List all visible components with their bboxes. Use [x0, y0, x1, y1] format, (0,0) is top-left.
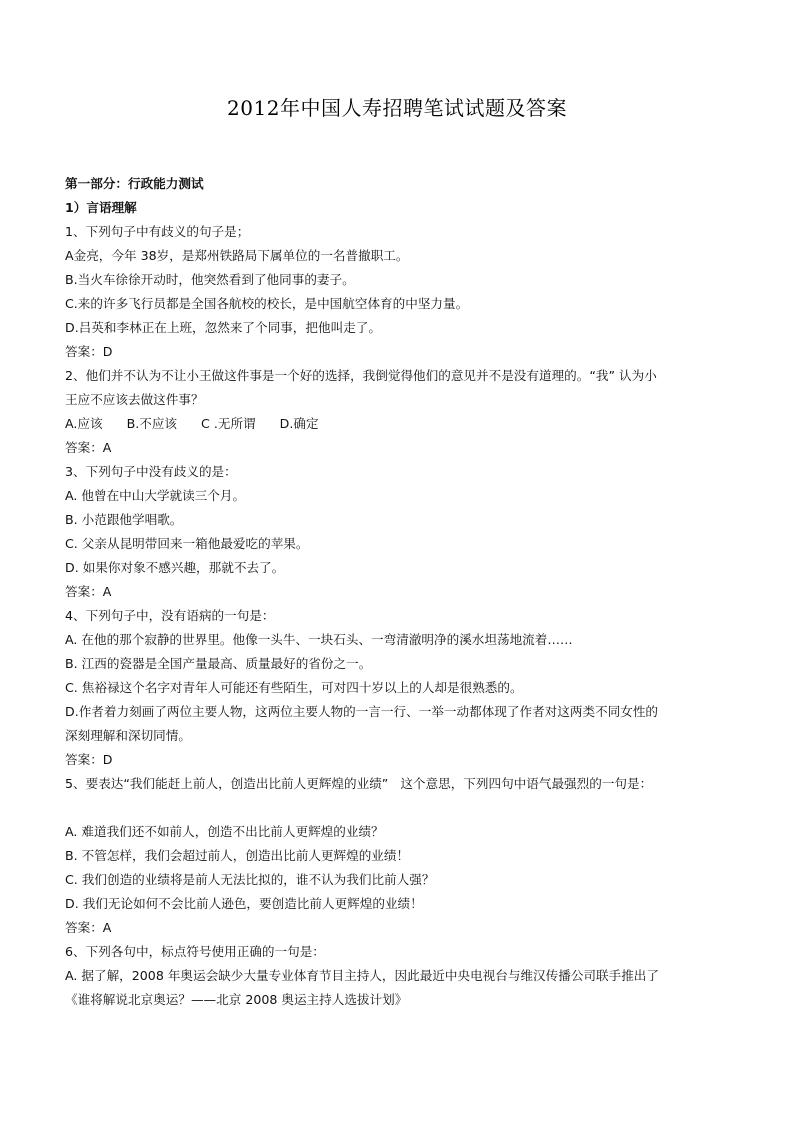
- text-line: B.当火车徐徐开动时，他突然看到了他同事的妻子。: [65, 272, 355, 287]
- text-line: A. 他曾在中山大学就读三个月。: [65, 488, 246, 503]
- text-line: 答案：D: [65, 752, 113, 767]
- text-line: B. 江西的瓷器是全国产量最高、质量最好的省份之一。: [65, 656, 372, 671]
- text-line: C. 我们创造的业绩将是前人无法比拟的，谁不认为我们比前人强？: [65, 872, 435, 887]
- text-line: A金亮，今年 38岁，是郑州铁路局下属单位的一名普撤职工。: [65, 248, 409, 263]
- text-line: D.作者着力刻画了两位主要人物，这两位主要人物的一言一行、一举一动都体现了作者对这两类不同女性的: [65, 704, 659, 719]
- text-line: 答案：A: [65, 440, 112, 455]
- text-line: A. 在他的那个寂静的世界里。他像一头牛、一块石头、一弯清澈明净的溪水坦荡地流着……: [65, 632, 573, 647]
- text-line: C.来的许多飞行员都是全国各航校的校长，是中国航空体育的中坚力量。: [65, 296, 469, 311]
- text-line: 2、他们并不认为不让小王做这件事是一个好的选择，我倒觉得他们的意见并不是没有道理的。“我” 认为小: [65, 368, 657, 383]
- text-line: A. 据了解，2008 年奥运会缺少大量专业体育节目主持人，因此最近中央电视台与维汉传播公司联手推出了: [65, 968, 659, 983]
- text-line: 深刻理解和深切同情。: [65, 728, 191, 743]
- document-body: [65, 172, 735, 1012]
- text-line: 《谁将解说北京奥运？——北京 2008 奥运主持人选拔计划》: [65, 992, 408, 1007]
- text-line: C. 父亲从昆明带回来一箱他最爱吃的苹果。: [65, 536, 309, 551]
- text-line: D. 我们无论如何不会比前人逊色，要创造比前人更辉煌的业绩！: [65, 896, 423, 911]
- section-heading: 1）言语理解: [65, 200, 137, 215]
- text-line: A. 难道我们还不如前人，创造不出比前人更辉煌的业绩？: [65, 824, 384, 839]
- text-line: A.应该 B.不应该 C .无所谓 D.确定: [65, 416, 319, 431]
- text-line: 答案：A: [65, 920, 112, 935]
- text-line: B. 不管怎样，我们会超过前人，创造出比前人更辉煌的业绩！: [65, 848, 410, 863]
- text-line: 答案：A: [65, 584, 112, 599]
- text-line: D. 如果你对象不感兴趣，那就不去了。: [65, 560, 285, 575]
- blank-line: [65, 796, 735, 820]
- text-line: B. 小范跟他学唱歌。: [65, 512, 183, 527]
- text-line: C. 焦裕禄这个名字对青年人可能还有些陌生，可对四十岁以上的人却是很熟悉的。: [65, 680, 523, 695]
- text-line: 王应不应该去做这件事？: [65, 392, 204, 407]
- document-title: 2012年中国人寿招聘笔试试题及答案: [227, 96, 567, 120]
- text-line: 1、下列句子中有歧义的句子是；: [65, 224, 250, 239]
- text-line: 5、要表达“我们能赶上前人，创造出比前人更辉煌的业绩” 这个意思，下列四句中语气最强烈的一句是：: [65, 776, 653, 791]
- text-line: 答案：D: [65, 344, 113, 359]
- text-line: D.吕英和李林正在上班，忽然来了个同事，把他叫走了。: [65, 320, 381, 335]
- text-line: 6、下列各句中，标点符号使用正确的一句是：: [65, 944, 325, 959]
- text-line: 4、下列句子中，没有语病的一句是：: [65, 608, 275, 623]
- text-line: 3、下列句子中没有歧义的是：: [65, 464, 237, 479]
- section-heading: 第一部分：行政能力测试: [65, 176, 204, 191]
